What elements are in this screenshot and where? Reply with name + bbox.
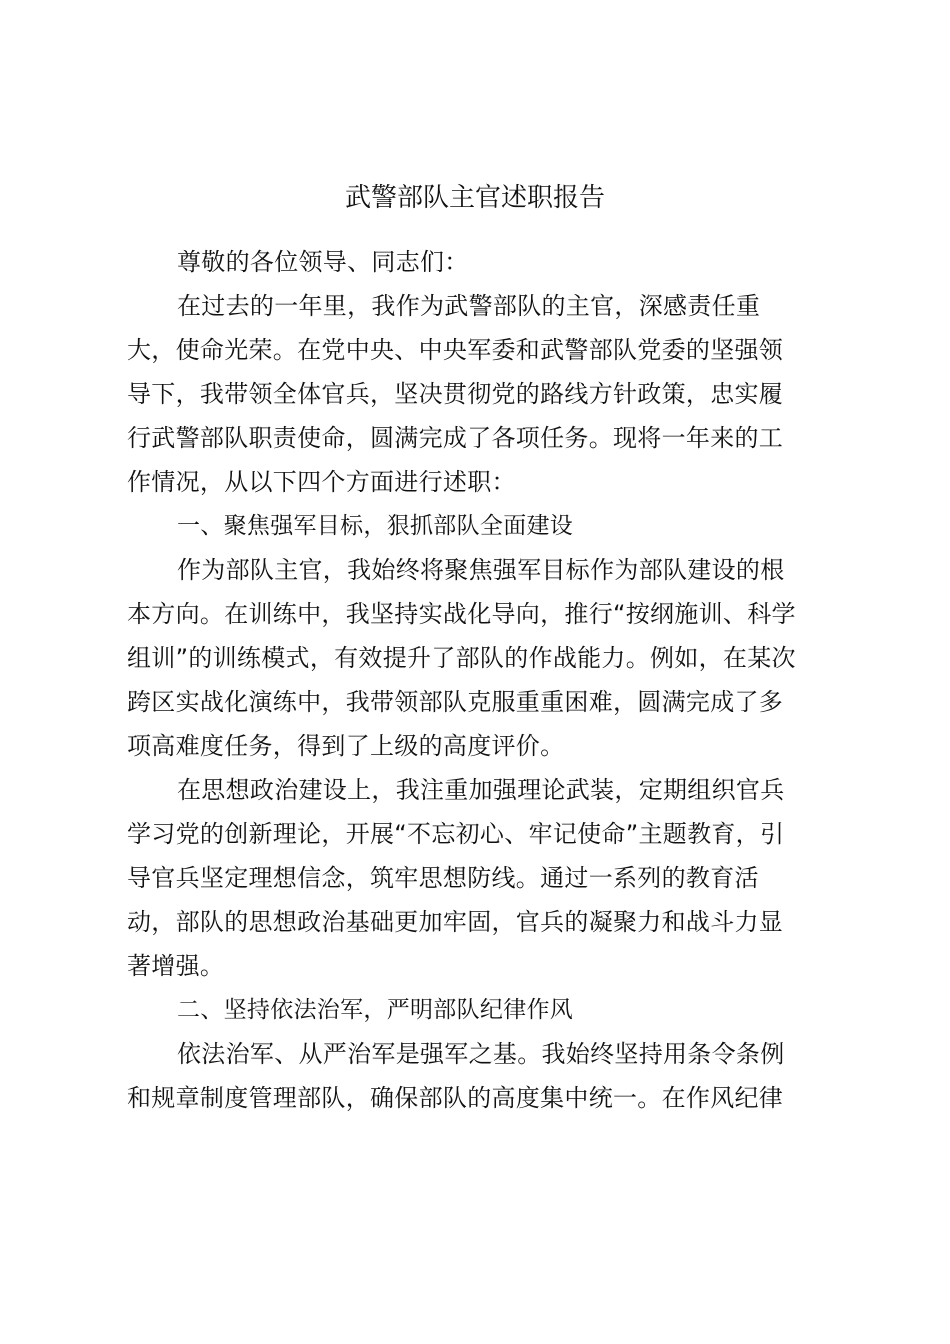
paragraph-line: 跨区实战化演练中，我带领部队克服重重困难，圆满完成了多	[127, 688, 784, 716]
paragraph-line: 作情况，从以下四个方面进行述职：	[127, 468, 516, 496]
paragraph-line: 项高难度任务，得到了上级的高度评价。	[127, 732, 565, 760]
paragraph-line: 依法治军、从严治军是强军之基。我始终坚持用条令条例	[177, 1040, 785, 1068]
section-heading-1: 一、聚焦强军目标，狠抓部队全面建设	[177, 513, 574, 539]
salutation-line: 尊敬的各位领导、同志们：	[177, 248, 469, 276]
paragraph-line: 动，部队的思想政治基础更加牢固，官兵的凝聚力和战斗力显	[127, 908, 784, 936]
document-title: 武警部队主官述职报告	[344, 183, 605, 213]
paragraph-line: 和规章制度管理部队，确保部队的高度集中统一。在作风纪律	[127, 1084, 784, 1112]
paragraph-line: 学习党的创新理论，开展“不忘初心、牢记使命”主题教育，引	[127, 820, 785, 848]
paragraph-line: 作为部队主官，我始终将聚焦强军目标作为部队建设的根	[177, 556, 785, 584]
paragraph-line: 著增强。	[127, 952, 225, 980]
paragraph-line: 行武警部队职责使命，圆满完成了各项任务。现将一年来的工	[127, 424, 784, 452]
paragraph-line: 导下，我带领全体官兵，坚决贯彻党的路线方针政策，忠实履	[127, 380, 784, 408]
section-heading-2: 二、坚持依法治军，严明部队纪律作风	[177, 997, 574, 1023]
paragraph-line: 本方向。在训练中，我坚持实战化导向，推行“按纲施训、科学	[127, 600, 796, 628]
document-body	[127, 240, 827, 1120]
paragraph-line: 在过去的一年里，我作为武警部队的主官，深感责任重	[177, 292, 761, 320]
paragraph-line: 在思想政治建设上，我注重加强理论武装，定期组织官兵	[177, 776, 785, 804]
paragraph-line: 组训”的训练模式，有效提升了部队的作战能力。例如，在某次	[127, 644, 796, 672]
paragraph-line: 导官兵坚定理想信念，筑牢思想防线。通过一系列的教育活	[127, 864, 759, 892]
paragraph-line: 大，使命光荣。在党中央、中央军委和武警部队党委的坚强领	[127, 336, 784, 364]
